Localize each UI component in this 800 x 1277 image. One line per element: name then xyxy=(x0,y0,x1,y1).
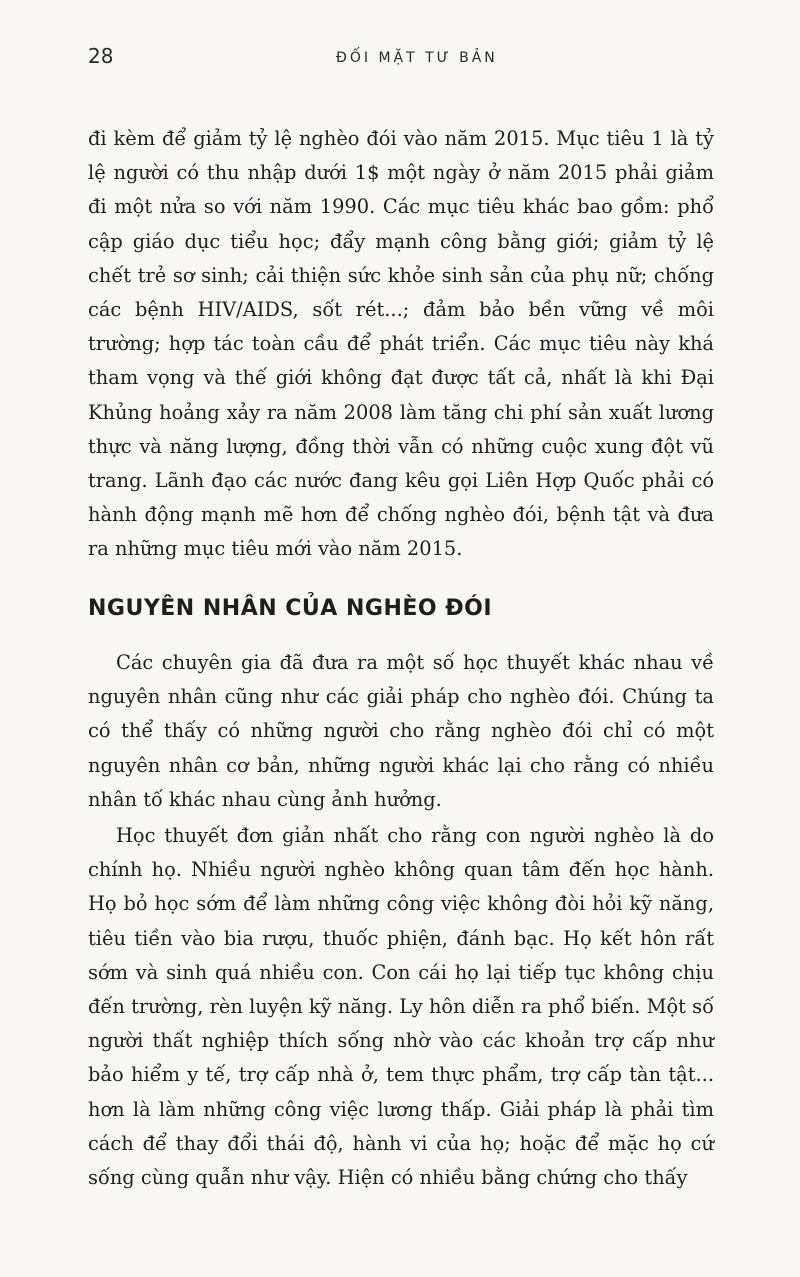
page-number: 28 xyxy=(88,44,114,68)
page-header xyxy=(88,44,728,74)
body-paragraph-1: đi kèm để giảm tỷ lệ nghèo đói vào năm 2015. Mục tiêu 1 là tỷ lệ người có thu nhập dưới 1$ một ngày ở năm 2015 phải giảm đi một nửa so với năm 1990. Các mục tiêu khác bao gồm: phổ cập giáo dục tiểu học; đẩy mạnh công bằng giới; giảm tỷ lệ chết trẻ sơ sinh; cải thiện sức khỏe sinh sản của phụ nữ; chống các bệnh HIV/AIDS, sốt rét...; đảm bảo bền vững về môi trường; hợp tác toàn cầu để phát triển. Các mục tiêu này khá tham vọng và thế giới không đạt được tất cả, nhất là khi Đại Khủng hoảng xảy ra năm 2008 làm tăng chi phí sản xuất lương thực và năng lượng, đồng thời vẫn có những cuộc xung đột vũ trang. Lãnh đạo các nước đang kêu gọi Liên Hợp Quốc phải có hành động mạnh mẽ hơn để chống nghèo đói, bệnh tật và đưa ra những mục tiêu mới vào năm 2015. xyxy=(88,127,714,561)
body-paragraph-3: Học thuyết đơn giản nhất cho rằng con người nghèo là do chính họ. Nhiều người nghèo không quan tâm đến học hành. Họ bỏ học sớm để làm những công việc không đòi hỏi kỹ năng, tiêu tiền vào bia rượu, thuốc phiện, đánh bạc. Họ kết hôn rất sớm và sinh quá nhiều con. Con cái họ lại tiếp tục không chịu đến trường, rèn luyện kỹ năng. Ly hôn diễn ra phổ biến. Một số người thất nghiệp thích sống nhờ vào các khoản trợ cấp như bảo hiểm y tế, trợ cấp nhà ở, tem thực phẩm, trợ cấp tàn tật... hơn là làm những công việc lương thấp. Giải pháp là phải tìm cách để thay đổi thái độ, hành vi của họ; hoặc để mặc họ cứ sống cùng quẫn như vậy. Hiện có nhiều bằng chứng cho thấy xyxy=(88,824,714,1190)
running-title: ĐỐI MẶT TƯ BẢN xyxy=(336,50,498,66)
section-heading: NGUYÊN NHÂN CỦA NGHÈO ĐÓI xyxy=(88,596,493,621)
body-paragraph-2: Các chuyên gia đã đưa ra một số học thuyết khác nhau về nguyên nhân cũng như các giải pháp cho nghèo đói. Chúng ta có thể thấy có những người cho rằng nghèo đói chỉ có một nguyên nhân cơ bản, những người khác lại cho rằng có nhiều nhân tố khác nhau cùng ảnh hưởng. xyxy=(88,651,714,811)
